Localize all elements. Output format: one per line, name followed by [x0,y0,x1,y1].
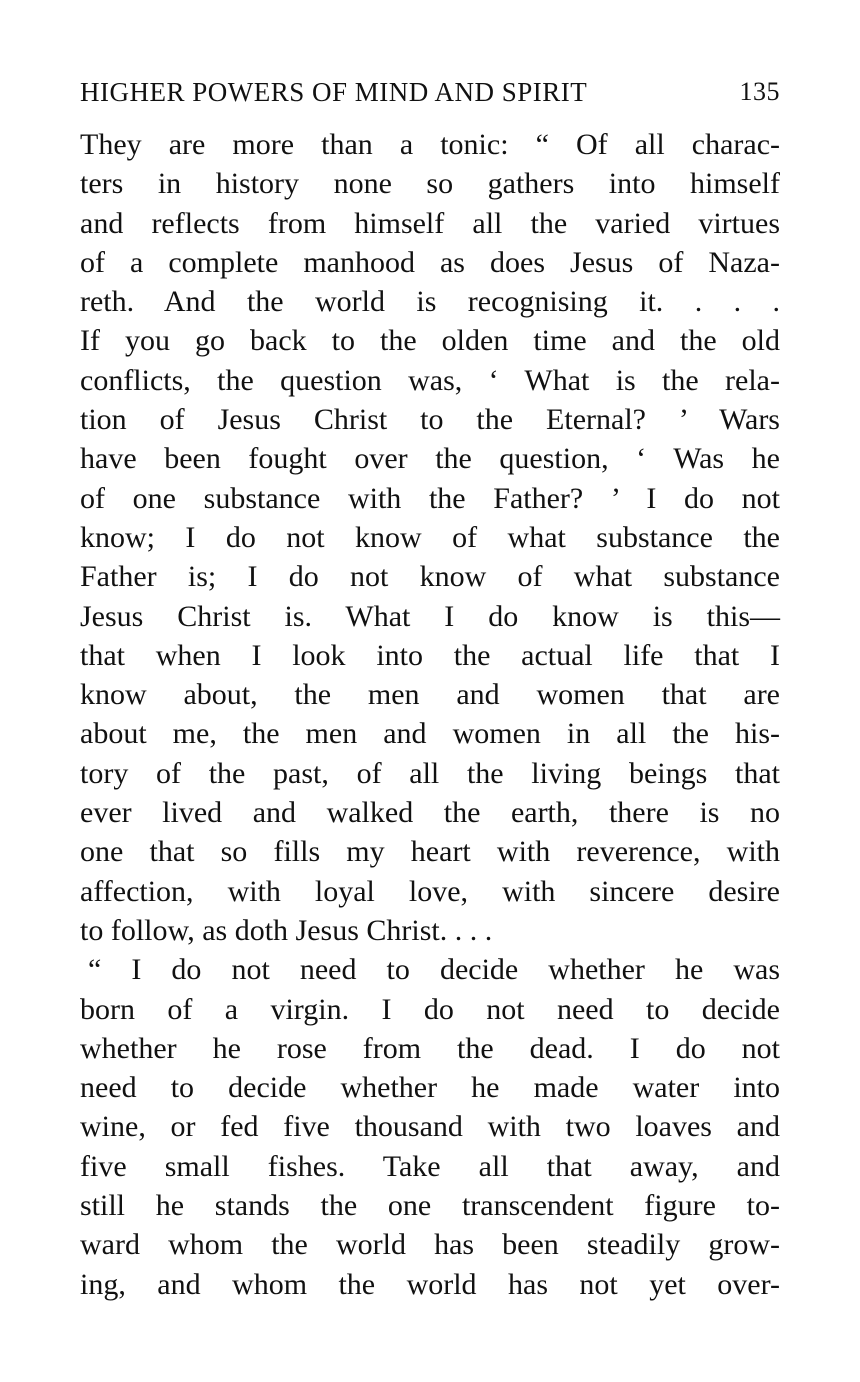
text-line: “ I do not need to decide whether he was [88,953,780,987]
text-line: one that so fills my heart with reverence, with [80,835,780,869]
text-line: still he stands the one transcendent figure to- [80,1189,780,1223]
text-line: Jesus Christ is. What I do know is this— [80,599,780,633]
text-line: about me, the men and women in all the his- [80,717,780,751]
text-line: reth. And the world is recognising it. . . . [80,285,780,319]
text-line: ward whom the world has been steadily grow- [80,1228,780,1262]
text-line: that when I look into the actual life that I [80,638,780,672]
text-line: need to decide whether he made water into [80,1071,780,1105]
running-head [80,70,780,114]
text-line: to follow, as doth Jesus Christ. . . . [80,913,493,947]
text-line: and reflects from himself all the varied virtues [80,206,780,240]
text-line: If you go back to the olden time and the old [80,324,780,358]
text-line: born of a virgin. I do not need to decide [80,992,780,1026]
text-line: know; I do not know of what substance the [80,520,780,554]
page-number: 135 [739,77,780,106]
text-line: tion of Jesus Christ to the Eternal? ’ Wars [80,403,780,437]
text-line: know about, the men and women that are [80,678,780,712]
text-line: Father is; I do not know of what substance [80,560,780,594]
text-line: wine, or fed five thousand with two loaves and [80,1110,780,1144]
text-line: of one substance with the Father? ’ I do not [80,481,780,515]
text-line: five small fishes. Take all that away, and [80,1149,780,1183]
text-line: have been fought over the question, ‘ Was he [80,442,780,476]
text-line: tory of the past, of all the living beings that [80,756,780,790]
text-line: of a complete manhood as does Jesus of Naza- [80,245,780,279]
text-line: conflicts, the question was, ‘ What is the rela- [80,363,780,397]
running-head-title: HIGHER POWERS OF MIND AND SPIRIT [80,77,588,107]
text-line: whether he rose from the dead. I do not [80,1031,780,1065]
text-line: ing, and whom the world has not yet over- [80,1267,780,1301]
body-text [80,125,780,1304]
text-line: ters in history none so gathers into himself [80,167,780,201]
text-line: They are more than a tonic: “ Of all charac- [80,128,780,161]
text-line: ever lived and walked the earth, there is no [80,796,780,830]
text-line: affection, with loyal love, with sincere desire [80,874,780,908]
